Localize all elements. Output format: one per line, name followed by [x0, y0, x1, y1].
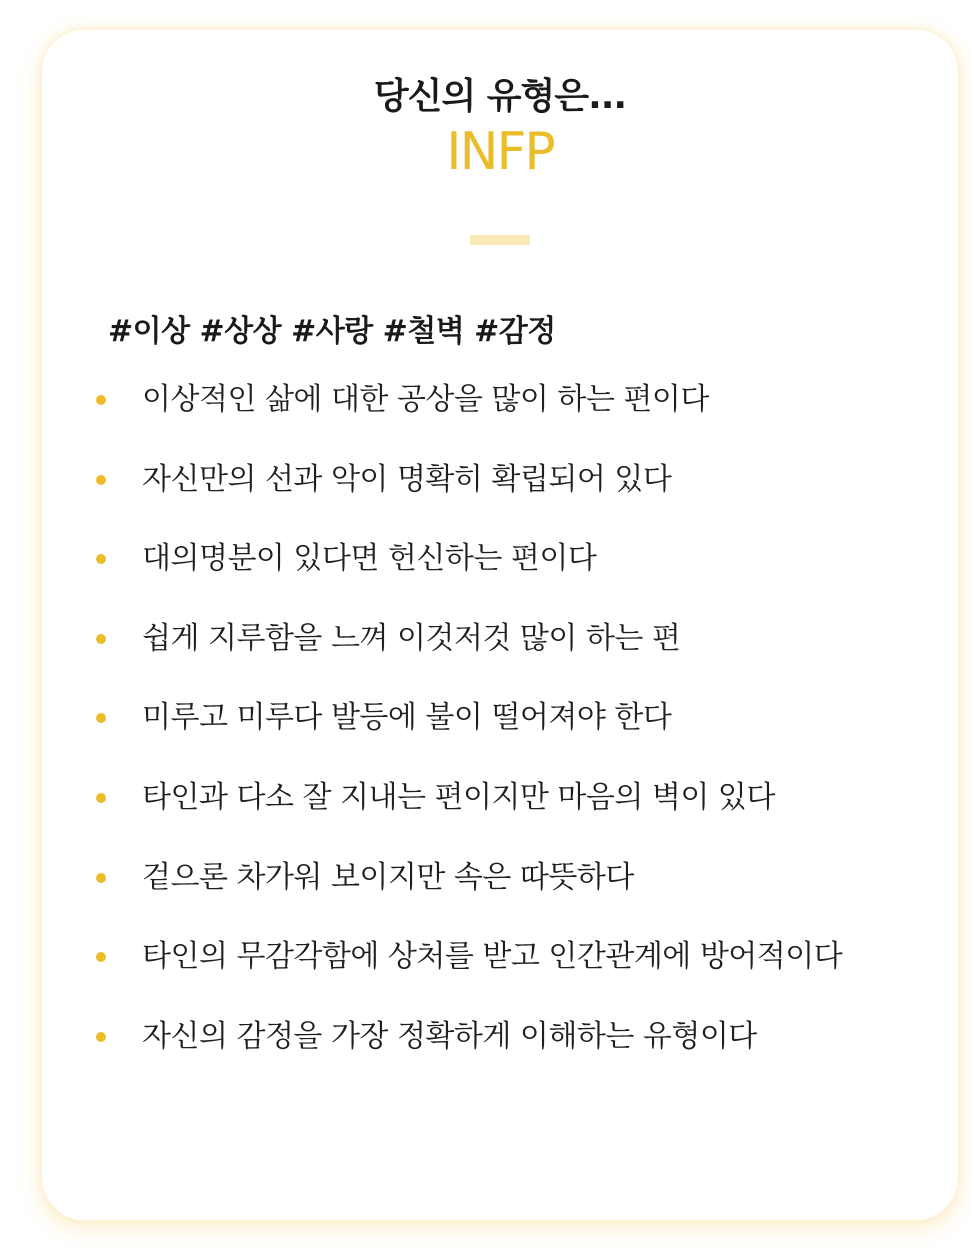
bullet-icon [96, 793, 106, 803]
divider [470, 235, 530, 245]
trait-text: 타인의 무감각함에 상처를 받고 인간관계에 방어적이다 [142, 939, 843, 975]
bullet-icon [96, 554, 106, 564]
trait-text: 자신의 감정을 가장 정확하게 이해하는 유형이다 [142, 1018, 757, 1054]
bullet-icon [96, 952, 106, 962]
bullet-icon [96, 634, 106, 644]
trait-text: 대의명분이 있다면 헌신하는 편이다 [142, 541, 597, 577]
bullet-icon [96, 475, 106, 485]
bullet-icon [96, 873, 106, 883]
bullet-icon [96, 395, 106, 405]
personality-type: INFP [446, 122, 554, 182]
result-card [42, 30, 958, 1220]
bullet-icon [96, 713, 106, 723]
hashtags: #이상 #상상 #사랑 #철벽 #감정 [108, 314, 556, 349]
trait-text: 쉽게 지루함을 느껴 이것저것 많이 하는 편 [142, 620, 681, 656]
bullet-icon [96, 1032, 106, 1042]
trait-text: 타인과 다소 잘 지내는 편이지만 마음의 벽이 있다 [142, 779, 775, 815]
trait-text: 미루고 미루다 발등에 불이 떨어져야 한다 [142, 700, 672, 736]
trait-text: 자신만의 선과 악이 명확히 확립되어 있다 [142, 461, 672, 497]
trait-text: 이상적인 삶에 대한 공상을 많이 하는 편이다 [142, 382, 709, 417]
result-heading: 당신의 유형은... [373, 76, 627, 117]
trait-text: 겉으론 차가워 보이지만 속은 따뜻하다 [142, 859, 634, 895]
